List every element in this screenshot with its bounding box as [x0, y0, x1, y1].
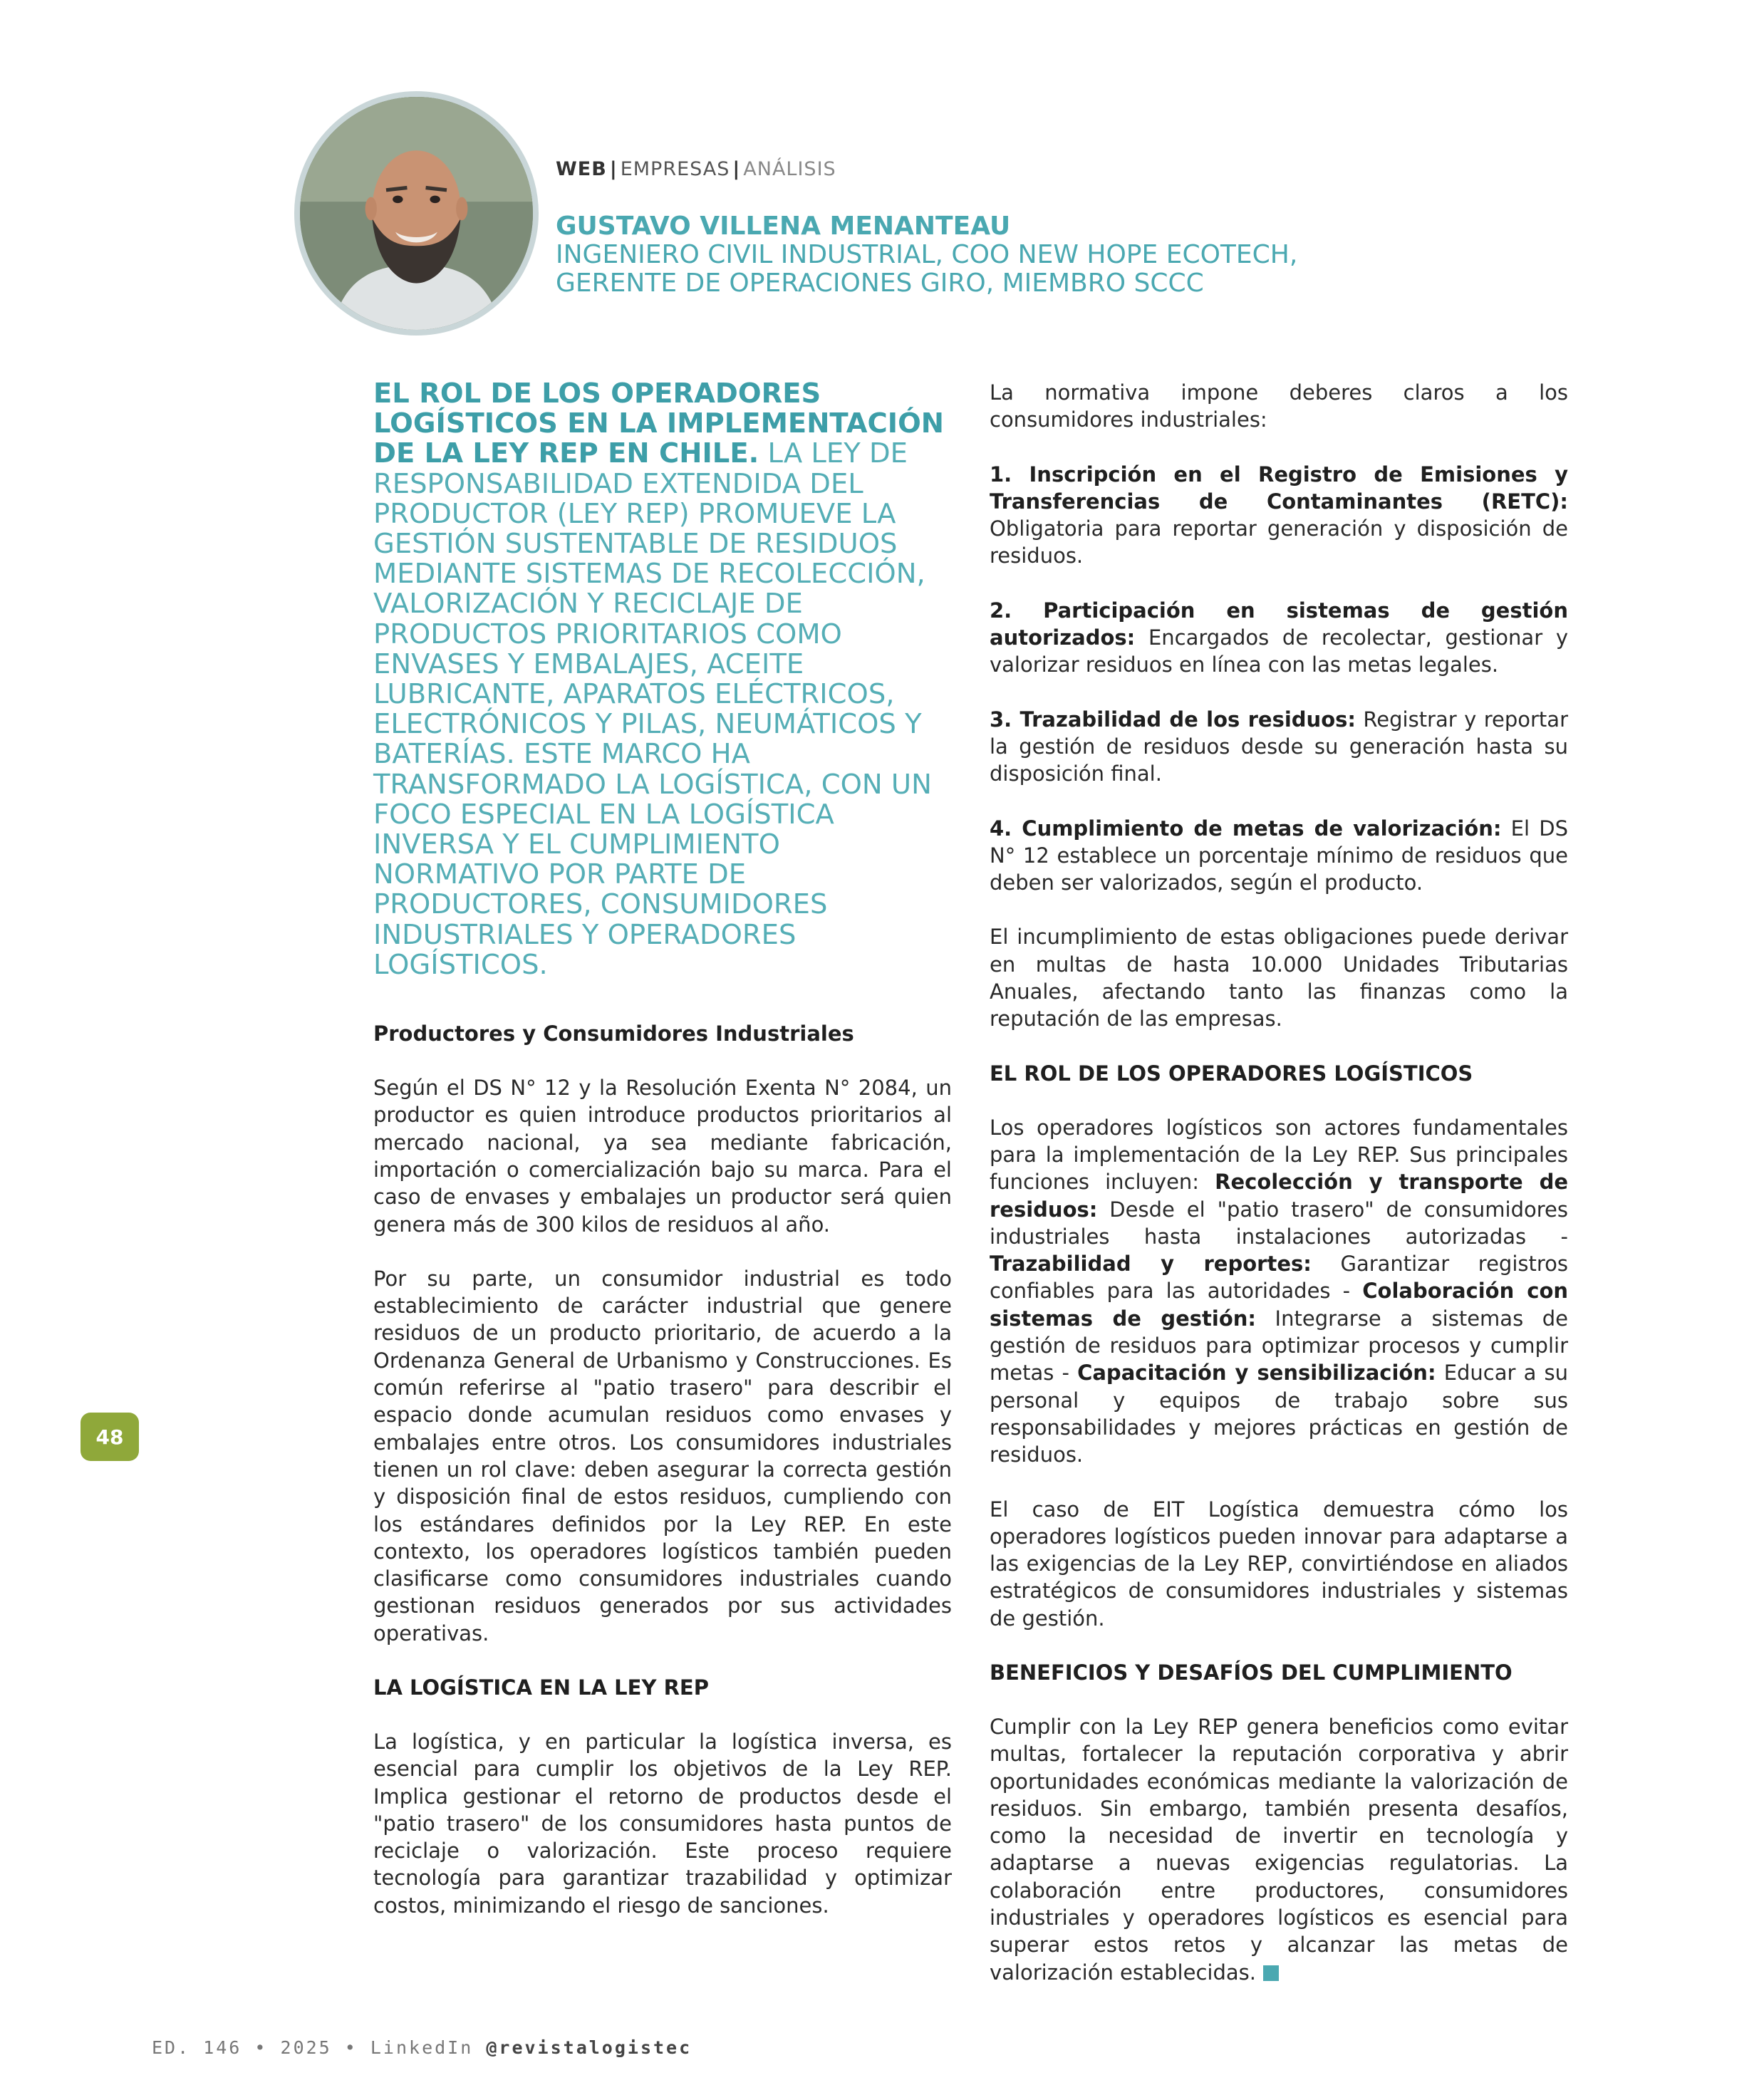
paragraph-beneficios: [990, 1713, 1568, 1986]
end-mark-icon: [1263, 1965, 1279, 1981]
list-item-label: 1. Inscripción en el Registro de Emisiones y Transferencias de Contaminantes (RETC):: [990, 462, 1568, 514]
rol-text: Desde el "patio trasero" de consumidores industriales hasta instalaciones autorizadas -: [990, 1197, 1568, 1249]
lead-text: LA LEY DE RESPONSABILIDAD EXTENDIDA DEL PRODUCTOR (LEY REP) PROMUEVE LA GESTIÓN SUSTENTABLE DE RESIDUOS MEDIANTE SISTEMAS DE RECOLECCIÓN, VALORIZACIÓN Y RECICLAJE DE PRODUCTOS PRIORITARIOS COMO ENVASES Y EMBALAJES, ACEITE LUBRICANTE, APARATOS ELÉCTRICOS, ELECTRÓNICOS Y PILAS, NEUMÁTICOS Y BATERÍAS. ESTE MARCO HA TRANSFORMADO LA LOGÍSTICA, CON UN FOCO ESPECIAL EN LA LOGÍSTICA INVERSA Y EL CUMPLIMIENTO NORMATIVO POR PARTE DE PRODUCTORES, CONSUMIDORES INDUSTRIALES Y OPERADORES LOGÍSTICOS.: [373, 437, 932, 981]
author-photo: [294, 91, 539, 336]
tag-separator: |: [732, 158, 741, 180]
author-role-line-1: INGENIERO CIVIL INDUSTRIAL, COO NEW HOPE ECOTECH,: [556, 240, 1298, 269]
section-tags: [556, 158, 836, 180]
list-item-label: 3. Trazabilidad de los residuos:: [990, 707, 1356, 732]
paragraph-consumidor: Por su parte, un consumidor industrial es todo establecimiento de carácter industrial que genere residuos de un producto prioritario, de acuerdo a la Ordenanza General de Urbanismo y Construcciones. Es común referirse al "patio trasero" para describir el espacio donde acumulan residuos como envases y embalajes entre otros. Los consumidores industriales tienen un rol clave: deben asegurar la correcta gestión y disposición final de estos residuos, cumpliendo con los estándares definidos por la Ley REP. En este contexto, los operadores logísticos también pueden clasificarse como consumidores industriales cuando gestionan residuos generados por sus actividades operativas.: [373, 1266, 952, 1646]
paragraph-logistica: La logística, y en particular la logística inversa, es esencial para cumplir los objetivos de la Ley REP. Implica gestionar el retorno de productos desde el "patio trasero" de los consumidores hasta puntos de reciclaje o valorización. Este proceso requiere tecnología para garantizar trazabilidad y optimizar costos, minimizando el riesgo de sanciones.: [373, 1730, 952, 1918]
footer-handle: @revistalogistec: [486, 2037, 692, 2058]
list-item-text: Obligatoria para reportar generación y disposición de residuos.: [990, 516, 1568, 568]
author-role-line-2: GERENTE DE OPERACIONES GIRO, MIEMBRO SCCC: [556, 269, 1204, 298]
tag-separator: |: [609, 158, 618, 180]
right-column: [990, 379, 1568, 1986]
lead-paragraph: [373, 379, 952, 980]
heading-rol-operadores: EL ROL DE LOS OPERADORES LOGÍSTICOS: [990, 1061, 1473, 1086]
rol-text: Educar a su personal y equipos de trabajo sobre sus responsabilidades y mejores prácticas en gestión de residuos.: [990, 1361, 1568, 1467]
paragraph-eit: El caso de EIT Logística demuestra cómo los operadores logísticos pueden innovar para adaptarse a las exigencias de la Ley REP, convirtiéndose en aliados estratégicos de consumidores industriales y sistemas de gestión.: [990, 1497, 1568, 1631]
list-item: [990, 597, 1568, 679]
heading-logistica: LA LOGÍSTICA EN LA LEY REP: [373, 1675, 709, 1700]
rol-label: Capacitación y sensibilización:: [1077, 1361, 1436, 1385]
footer-edition: ED. 146 • 2025 • LinkedIn: [152, 2037, 487, 2058]
paragraph-rol: [990, 1114, 1568, 1469]
tag-analisis: ANÁLISIS: [743, 158, 836, 180]
list-item: [990, 815, 1568, 897]
list-item: [990, 461, 1568, 570]
paragraph-multas: El incumplimiento de estas obligaciones puede derivar en multas de hasta 10.000 Unidades Tributarias Anuales, afectando tanto las finanzas como la reputación de las empresas.: [990, 925, 1568, 1031]
article-title: EL ROL DE LOS OPERADORES LOGÍSTICOS EN LA IMPLEMENTACIÓN DE LA LEY REP EN CHILE.: [373, 378, 945, 470]
list-item-text: Registrar y reportar la gestión de residuos desde su generación hasta su disposición final.: [990, 707, 1568, 786]
list-item: [990, 706, 1568, 788]
left-column: [373, 379, 952, 1919]
heading-productores: Productores y Consumidores Industriales: [373, 1021, 854, 1046]
author-block: [556, 212, 1482, 298]
author-name: GUSTAVO VILLENA MENANTEAU: [556, 212, 1011, 241]
rol-label: Colaboración con sistemas de gestión:: [990, 1279, 1569, 1331]
rol-intro: Los operadores logísticos son actores fundamentales para la implementación de la Ley REP. Sus principales funciones incluyen:: [990, 1115, 1568, 1195]
rol-text: Integrarse a sistemas de gestión de residuos para optimizar procesos y cumplir metas -: [990, 1306, 1568, 1385]
author-portrait-icon: [300, 97, 533, 330]
page-number-badge: 48: [81, 1413, 139, 1461]
paragraph-intro: La normativa impone deberes claros a los consumidores industriales:: [990, 380, 1568, 432]
footer: [152, 2037, 692, 2058]
list-item-text: Encargados de recolectar, gestionar y valorizar residuos en línea con las metas legales.: [990, 625, 1568, 677]
paragraph-productor: Según el DS N° 12 y la Resolución Exenta N° 2084, un productor es quien introduce productos prioritarios al mercado nacional, ya sea mediante fabricación, importación o comercialización bajo su marca. Para el caso de envases y embalajes un productor será quien genera más de 300 kilos de residuos al año.: [373, 1076, 952, 1237]
rol-text: Garantizar registros confiables para las autoridades -: [990, 1252, 1568, 1304]
list-item-label: 4. Cumplimiento de metas de valorización:: [990, 816, 1502, 841]
heading-beneficios: BENEFICIOS Y DESAFÍOS DEL CUMPLIMIENTO: [990, 1660, 1513, 1685]
beneficios-text: Cumplir con la Ley REP genera beneficios como evitar multas, fortalecer la reputación corporativa y abrir oportunidades económicas mediante la valorización de residuos. Sin embargo, también presenta desafíos, como la necesidad de invertir en tecnología y adaptarse a nuevas exigencias regulatorias. La colaboración entre productores, consumidores industriales y operadores logísticos es esencial para superar estos retos y alcanzar las metas de valorización establecidas.: [990, 1714, 1568, 1985]
list-item-label: 2. Participación en sistemas de gestión autorizados:: [990, 598, 1568, 650]
tag-empresas: EMPRESAS: [620, 158, 730, 180]
rol-label: Trazabilidad y reportes:: [990, 1252, 1312, 1277]
rol-label: Recolección y transporte de residuos:: [990, 1170, 1569, 1222]
list-item-text: El DS N° 12 establece un porcentaje mínimo de residuos que deben ser valorizados, según el producto.: [990, 816, 1568, 895]
tag-web: WEB: [556, 158, 607, 180]
